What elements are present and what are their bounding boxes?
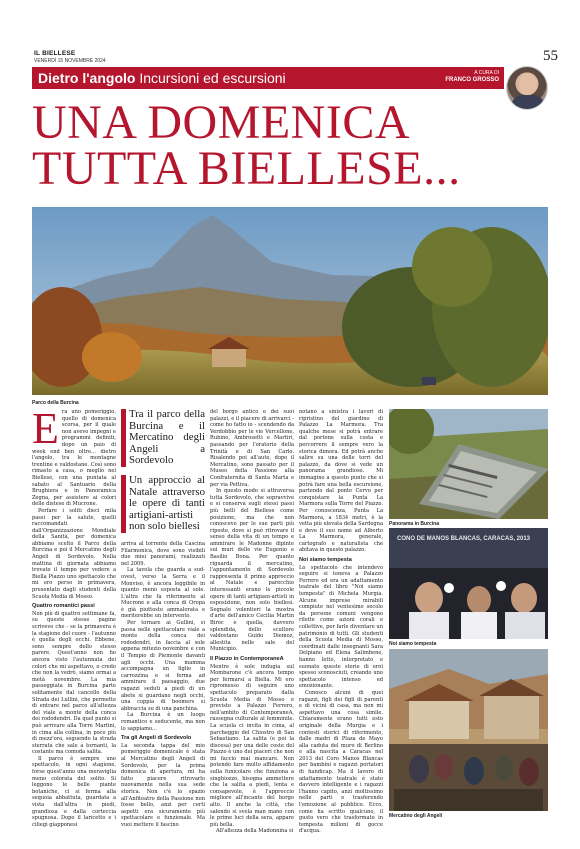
headline-line-1: UNA DOMENICA xyxy=(32,96,410,149)
section-title xyxy=(38,70,286,86)
section-title-light: Incursioni ed escursioni xyxy=(139,70,286,86)
section-band xyxy=(32,67,504,89)
paragraph: All'altezza della Madonnina si xyxy=(216,828,294,835)
byline-name: FRANCO GROSSO xyxy=(445,77,499,83)
subheading: Quattro romantici passi xyxy=(32,603,95,610)
photo-noi-siamo-tempesta xyxy=(389,528,548,639)
paragraph: La seconda tappa del mio pomeriggio domenicale è stata al Mercatino degli Angeli di Sordevolo, per la prima domenica di apertura, mi ha fatto piacere ritrovarlo nuovamente nella sua sede storica. Non c'è lo spazio all'Anfiteatro della Passione non fosse bello, anzi per certi aspetti era sicuramente più spettacolare e funzionale. Ma vuoi mettere il fascino xyxy=(121,742,205,828)
pull-quotes xyxy=(121,409,205,533)
landscape-illustration xyxy=(32,207,548,395)
photo-panorama-burcina xyxy=(389,409,548,519)
caption-photo-panorama: Panorama in Burcina xyxy=(389,521,440,527)
headline xyxy=(32,96,552,195)
subheading: Il Piazzo in ContemporaneA xyxy=(210,655,284,662)
pull-quote-text: Tra il parco della Burcina e il Mercatino degli Angeli a Sordevolo xyxy=(129,408,205,467)
page-number: 55 xyxy=(543,48,558,64)
article-column-2 xyxy=(121,409,205,828)
photo-parco-burcina xyxy=(32,207,548,395)
pull-quote xyxy=(121,409,205,467)
pull-quote-text: Un approccio al Natale attraverso le opere di tanti artigiani-artisti non solo biellesi xyxy=(129,473,205,533)
paragraph: notano a sinistra i lavori di ripristino del giardino di Palazzo La Marmora. Tra qualche mese si potrà entrare dal portone sulla costa e percorrere il sempre vero la storica dimora. Ed potrà anche salire su una delle torri del palazzo, da dove si vede un panorama grandioso. Mi immagino a questo punto che si potrà fare una bella escursione, partendo dal ponte Cervo per conquistare la Punta La Marmora sulla Torre del Piazzo. Per conoscenza, Punta La Marmora, a 1834 metri, è la vetta più elevata della Sardegna e deve il suo nome ad Alberto La Marmora, generale, cartografo e naturalista che abitava in questo palazzo. xyxy=(299,409,383,554)
photo-banner-text: CONO DE MANOS BLANCAS, CARACAS, 2013 xyxy=(397,536,531,542)
photo-mercatino-angeli xyxy=(389,649,548,811)
paragraph: arriva al torrente della Cascina Filarmonica, dove sono visibili due miei panorami, realizzati nel 2009. xyxy=(121,540,205,567)
paragraph: La tavola che guarda a sud-ovest, verso la Serra e il Monviso, è ancora leggibile in quanto meno esposta al sole. L'altra che fa riferimento al Mucrone e alla conca di Oropa è già piuttosto ammalorata e meriterebbe un intervento. xyxy=(121,567,205,620)
article-column-4 xyxy=(299,409,383,835)
paragraph: ra uno pomeriggio, quello di domenica scorsa, per il quale non avevo impegni e programmi definiti, dopo un paio di week end ben oltre... dietro l'angolo, tra le montagne trentine e valdostane. Così sono rimasto a casa, o meglio nel Biellese, con una puntata al sabato al Santuario della Brughiera e in Panoramica Zegna, per assistere ai colori delle distese di Mucrone. xyxy=(32,409,116,508)
subheading: Tra gli Angeli di Sordevolo xyxy=(121,735,192,742)
paragraph: Perfare i soliti dieci mila passi per la salute, quelli raccomandati dall'Organizzazione Mondiale della Sanità, per domenica abbiamo scelto il Parco della Burcina e poi il Mercatino degli Angeli di Sordevolo. Nella mattina di giornata abbiamo trovato il tempo per vedere a Biella Piazzo uno spettacolo che mi ero perso in primavera, presentato dagli studenti della Scuola Media di Mosso. xyxy=(32,507,116,600)
article-column-3 xyxy=(210,409,294,835)
caption-photo-mercatino: Mercatino degli Angeli xyxy=(389,813,443,819)
paragraph: del borgo antico e dei suoi palazzi, e il piacere di arrivarci - come ho fatto io - scendendo da Verdobbio per le vie Vercellone, Rubino, Ambrosetti e Martiri, passando per l'oratorio della Trinità e di San Carlo. Risalendo poi all'auto, dopo il Mercatino, sono passato per il Museo della Passione alla Confraternita di Santa Marta e per via Pettiva. xyxy=(210,409,294,488)
article-column-1 xyxy=(32,404,116,828)
paragraph: Lo spettacolo che intendevo seguire si teneva a Palazzo Ferrero ed era un adattamento teatrale del libro "Noi siamo tempesta" di Michela Murgia. Alcune imprese mirabili compiute nel ventesimo secolo da persone comuni vengono rilette come azioni corali e collettive, per farle diventare un patrimonio di tutti. Gli studenti della Scuola Media di Mosso, coordinati dalle insegnanti Sara Delpiano ed Elena Salimbene, hanno letto, interpretato e suonato queste storie di eroi spesso sconosciuti, creando uno spettacolo intenso ed emozionante. xyxy=(299,564,383,690)
byline-label: A CURA DI xyxy=(474,70,499,76)
section-title-bold: Dietro l'angolo xyxy=(38,70,136,86)
newspaper-name: IL BIELLESE xyxy=(34,50,76,57)
paragraph: Per tornare ai Gullini, si passa nelle spettacolare viale a monte della conca dei rododendri, in faccia al sole appena mitezio novembre e con il Tempio di Piemonte davanti agli occhi. Una mamma accompagna un figlio in carrozzina e si ferma ad ammirare il paesaggio, due ragazzi seduti a piedi di un abete si guardano negli occhi, una coppia di boomers si abbraccia su di una panchina. xyxy=(121,620,205,712)
paragraph: Conosco alcuni di quei ragazzi, figli dei figli di parenti e di vicini di casa, ma non mi aspettavo una cosa simile. Chiaramente erano tutti esto originale della Murgia e i contesti storici di riferimento, dalle madri di Plaza de Mayo alla caduta del muro di Berlino e alla nascita a Caracas nel 2013 del Coro Manos Blancas per bambini e ragazzi portatori di handicap. Ma il lavoro di adattamento teatrale è stato davvero intelligente e i ragazzi l'hanno capito, anzi moltissimo nelle parti e trasferendo l'emozione al pubblico. Ecco, come ha scritto qualcuno, il gusto vero che trasformato in tempesta milioni di gocce d'acqua. xyxy=(299,689,383,835)
masthead xyxy=(34,50,106,64)
caption-main-photo: Parco della Burcina xyxy=(32,400,79,406)
paragraph: La Burcina è un luogo romantico e seducente, ma non lo sappiamo... xyxy=(121,712,205,732)
pull-quote xyxy=(121,475,205,533)
byline xyxy=(445,70,499,84)
paragraph: Non più di quattro settimane fa, su queste stesse pagine scrivevo che - se la primavera è la stagione del cuore - l'autunno è quella degli occhi. Ebbene, sono sempre dello stesso parere. Quest'anno non ho ancora visto l'autunnata dei colori che mi aspettavo, o credo che non la vedrò, siamo ormai a metà novembre. La mia passeggiata in Burcina parte solitamente dal cancello della Strada dei Lullini, che permette di entrare nel parco all'altezza del viale a monte della conca dei rododendri. Da quel punto si può arrivare alla Torre Martini, in cima alla collina, in poco più di mezz'ora, seguendo la strada sterrata che sale a tornanti, la costante ma comoda salita. xyxy=(32,610,116,756)
issue-date: VENERDÌ 15 NOVEMBRE 2024 xyxy=(34,58,106,64)
headline-line-2: TUTTA BIELLESE... xyxy=(32,142,461,195)
caption-photo-tempesta: Noi siamo tempesta xyxy=(389,641,437,647)
drop-cap: E xyxy=(32,404,59,453)
paragraph: Mentre è sole indugia sul Mombarone c'è ancora tempo per fermarsi a Biella. Mi ero ripromesso di seguire uno spettacolo preparato dalla Scuola Media di Mosso e previsto a Palazzo Ferrero, nell'ambito di ContemporaneA, rassegna culturale al femminile. La scuola ci invita in cima, al parcheggio del Chiostro di San Sebastiano. La salita (e poi la discesa) per una delle coste del Piazzo è uno dei piaceri che non mi faccio mai mancare. Non potendo fare molto affidamento sulla funicolare che funziona a singhiozzo, bisogna ammettere che la salita a piedi, lenta e consapevole, è l'approccio migliore all'incanto del borgo alto. Il anche la città, che salendo si svela man mano con le prime luci della sera, appare più bella. xyxy=(210,663,294,828)
paragraph: In questo modo si attraversa tutta Sordevolo, che sopravvive e si conserva sugli stessi passi più belli del Biellese come posizione, ma che non conoscevo per le sue parti più riposte, dove si può ritrovare il senso della vita di un tempo e ammirare le Madonne dipinte sui muri delle vie Eugenio e Basilio Bona. Per quanto riguarda il mercatino, l'appuntamento di Sordevolo rappresenta il primo approccio al Natale e parecchio interessanti erano le piccole opere di tanti artigiani-artisti in esposizione, non solo biellesi. Segnalo volentieri la mostra d'arte dell'amico Cecilia Martin Biroc e quella, davvero splendida, dello scultore valdostano Guido Diemoz, allestita nelle sale del Municipio. xyxy=(210,488,294,653)
subheading: Noi siamo tempesta xyxy=(299,557,352,564)
paragraph: Il parco è sempre uno spettacolo, in ogni stagione, forse quest'anno una meraviglia meno colorata del solito. Si leggono le belle piante botaniche, ci si ferma alla sequoia abbattuta, guardata a vista dall'altra in piedi, grandiosa e dalla corteccia spugnosa. Dopo il laricetto e i ciliegi giapponesi xyxy=(32,755,116,828)
